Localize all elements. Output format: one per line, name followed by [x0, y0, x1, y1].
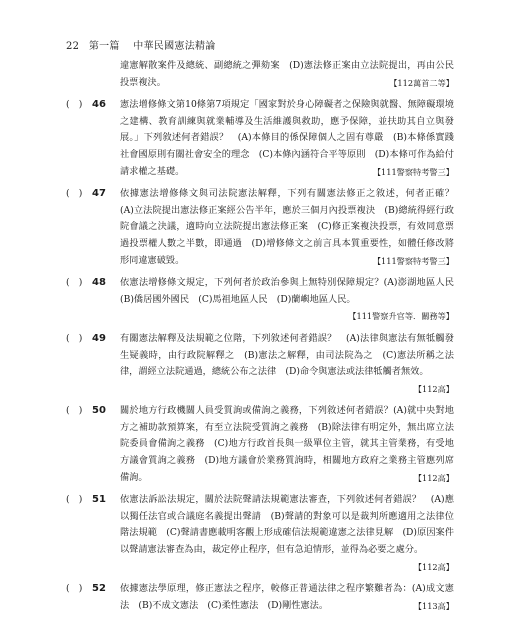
question-item: [66, 403, 454, 486]
question-number: 52: [92, 583, 106, 595]
question-number: 46: [92, 99, 106, 111]
question-text: 關於地方行政機關人員受質詢或備詢之義務，下列敘述何者錯誤？(A)就中央對地方之補助款預算案，有至立法院受質詢之義務 (B)除法律有明定外，無出席立法院委員會備詢之義務 (C)地方行政首長與一級單位主管，就其主管業務，有受地方議會質詢之義務 (D)地方議會於業務質詢時，相關地方政府之業務主管應列席備詢。: [120, 405, 454, 483]
question-list: [66, 58, 464, 620]
question-source: 【112高】: [413, 561, 454, 572]
question-text-wrapper: [120, 186, 464, 269]
question-source: 【111警察特考警三】: [372, 166, 454, 177]
question-number: 48: [92, 277, 106, 289]
page-number: 22: [66, 41, 80, 52]
question-source: 【112高】: [413, 383, 454, 394]
question-source: 【111警察升官等．關務等】: [348, 311, 454, 322]
answer-blank[interactable]: ( ): [66, 332, 83, 344]
question-text: 依憲法訴訟法規定，關於法院聲請法規範憲法審查，下列敘述何者錯誤？ (A)應以獨任法官或合議庭名義提出聲請 (B)聲請的對象可以是裁判所應適用之法律位階法規範 (C)聲請書應載明客觀上形成確信法規範違憲之法律見解 (D)原因案件以聲請憲法審查為由，裁定停止程序，但有急迫情形，並得為必要之處分。: [120, 494, 454, 556]
question-number: 51: [92, 494, 106, 506]
answer-blank[interactable]: ( ): [66, 405, 83, 417]
question-text: 依據憲法增修條文與司法院憲法解釋，下列有關憲法修正之敘述，何者正確？ (A)立法院提出憲法修正案經公告半年，應於三個月內投票複決 (B)總統得經行政院會議之決議，適時向立法院提出憲法修正案 (C)修正案複決投票，有效同意票過投票權人數之半數，即通過 (D)增修條文之前言具本質重要性，如體任修改將形同違憲破毀。: [120, 188, 464, 266]
book-title: 中華民國憲法精論: [133, 41, 216, 52]
answer-blank[interactable]: ( ): [66, 583, 83, 595]
answer-blank[interactable]: ( ): [66, 277, 83, 289]
question-source: 【111警察特考警三】: [372, 255, 454, 266]
answer-blank[interactable]: ( ): [66, 494, 83, 506]
question-text-wrapper: [120, 275, 464, 325]
question-text-wrapper: [120, 331, 454, 397]
question-text-wrapper: [120, 58, 454, 91]
question-source: 【112萬首二等】: [389, 77, 454, 88]
question-text: 依據憲法學原理，修正憲法之程序，較修正普通法律之程序繁難者為：(A)成文憲法 (B)不成文憲法 (C)柔性憲法 (D)剛性憲法。: [120, 583, 454, 611]
question-text: 違憲解散案件及總統、副總統之彈劾案 (D)憲法修正案由立法院提出，再由公民投票複決。: [120, 60, 454, 88]
question-text: 有關憲法解釋及法規範之位階，下列敘述何者錯誤？ (A)法律與憲法有無牴觸發生疑義時，由行政院解釋之 (B)憲法之解釋，由司法院為之 (C)憲法所稱之法律，謂經立法院通過，總統公布之法律 (D)命令與憲法或法律牴觸者無效。: [120, 332, 454, 378]
answer-blank[interactable]: ( ): [66, 188, 83, 200]
question-number: 47: [92, 188, 106, 200]
question-text: 憲法增修條文第10條第7項規定「國家對於身心障礙者之保險與就醫、無障礙環境之建構、教育訓練與就業輔導及生活維護與救助，應予保障，並扶助其自立與發展。」下列敘述何者錯誤？ (A)本條目的係保障個人之固有尊嚴 (B)本條係實踐社會國原則有關社會安全的理念 (C)本條內涵符合平等原則 (D)本條可作為給付請求權之基礎。: [120, 99, 454, 177]
question-number: 49: [92, 332, 106, 344]
question-item: [66, 186, 464, 269]
question-text-wrapper: [120, 403, 454, 486]
question-item: [66, 581, 454, 614]
question-text-wrapper: [120, 581, 454, 614]
answer-blank[interactable]: ( ): [66, 99, 83, 111]
question-item: [66, 97, 454, 180]
question-text-wrapper: [120, 492, 454, 575]
question-item: [66, 331, 454, 397]
question-item: [66, 492, 454, 575]
question-text: 依憲法增修條文規定，下列何者於政治參與上無特別保障規定？(A)澎湖地區人民 (B)僑居國外國民 (C)馬祖地區人民 (D)蘭嶼地區人民。: [120, 277, 464, 305]
page-header: [66, 37, 216, 52]
question-source: 【112高】: [413, 472, 454, 483]
question-source: 【113高】: [413, 600, 454, 611]
question-number: 50: [92, 405, 106, 417]
question-item: [66, 275, 464, 325]
chapter-label: 第一篇: [88, 41, 120, 52]
question-text-wrapper: [120, 97, 454, 180]
question-item: [94, 58, 454, 91]
